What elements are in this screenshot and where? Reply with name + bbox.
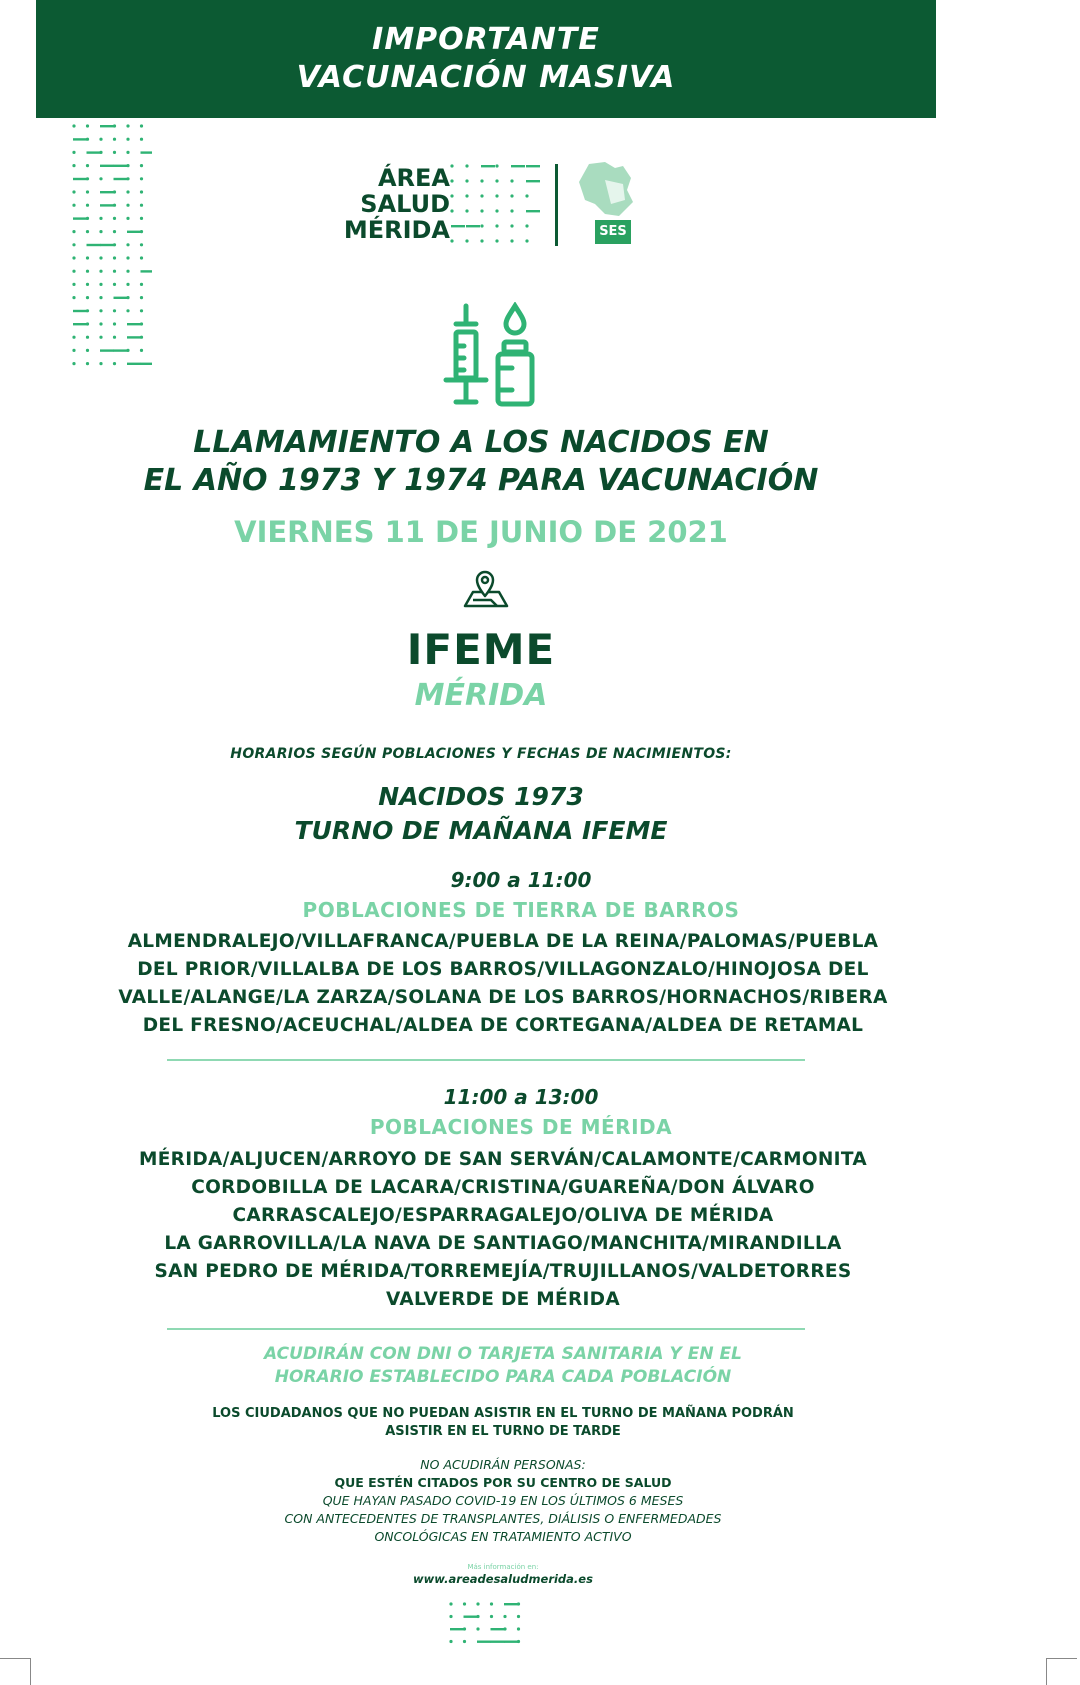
requirements-line-2: HORARIO ESTABLECIDO PARA CADA POBLACIÓN [274, 1367, 732, 1387]
exclusion-item: QUE HAYAN PASADO COVID-19 EN LOS ÚLTIMOS 6 MESES [322, 1493, 684, 1508]
page-corner-right [1046, 1658, 1077, 1685]
afternoon-note [22, 1405, 984, 1441]
town-line: LA GARROVILLA/LA NAVA DE SANTIAGO/MANCHITA/MIRANDILLA [164, 1233, 842, 1254]
syringe-vial-icon [440, 302, 536, 408]
town-line: CORDOBILLA DE LACARA/CRISTINA/GUAREÑA/DON ÁLVARO [191, 1177, 815, 1198]
town-line: CARRASCALEJO/ESPARRAGALEJO/OLIVA DE MÉRIDA [232, 1205, 774, 1226]
website-link[interactable]: www.areadesaludmerida.es [413, 1572, 593, 1586]
slot-2-title: POBLACIONES DE MÉRIDA [369, 1115, 673, 1139]
logo-dot-pattern [450, 164, 540, 246]
banner-line-2: VACUNACIÓN MASIVA [296, 60, 676, 95]
afternoon-line-2: ASISTIR EN EL TURNO DE TARDE [385, 1424, 621, 1439]
turno-line-2: TURNO DE MAÑANA IFEME [294, 816, 668, 845]
town-line: MÉRIDA/ALJUCEN/ARROYO DE SAN SERVÁN/CALAMONTE/CARMONITA [139, 1149, 867, 1170]
slot-1-title: POBLACIONES DE TIERRA DE BARROS [302, 898, 740, 922]
turno-heading [0, 780, 962, 848]
town-line: VALVERDE DE MÉRIDA [386, 1289, 620, 1310]
logo-separator [555, 164, 558, 246]
event-date: VIERNES 11 DE JUNIO DE 2021 [234, 515, 728, 549]
town-line: DEL PRIOR/VILLALBA DE LOS BARROS/VILLAGONZALO/HINOJOSA DEL [137, 959, 869, 980]
banner-line-1: IMPORTANTE [372, 22, 600, 57]
divider [167, 1328, 805, 1330]
area-salud-logo [330, 160, 670, 250]
dot-pattern-bottom [449, 1602, 529, 1652]
divider [167, 1059, 805, 1061]
logo-line-3: MÉRIDA [343, 216, 450, 244]
exclusion-item: CON ANTECEDENTES DE TRANSPLANTES, DIÁLISIS O ENFERMEDADES [284, 1511, 722, 1526]
logo-text [340, 165, 450, 243]
venue-city: MÉRIDA [414, 678, 548, 713]
exclusions [22, 1456, 984, 1546]
requirements-note [22, 1343, 984, 1389]
headline [0, 424, 962, 500]
town-line: VALLE/ALANGE/LA ZARZA/SOLANA DE LOS BARROS/HORNACHOS/RIBERA [118, 987, 888, 1008]
header-banner [36, 0, 936, 118]
town-line: ALMENDRALEJO/VILLAFRANCA/PUEBLA DE LA REINA/PALOMAS/PUEBLA [127, 931, 879, 952]
requirements-line-1: ACUDIRÁN CON DNI O TARJETA SANITARIA Y EN EL [264, 1344, 742, 1364]
headline-line-2: EL AÑO 1973 Y 1974 PARA VACUNACIÓN [143, 463, 819, 498]
afternoon-line-1: LOS CIUDADANOS QUE NO PUEDAN ASISTIR EN EL TURNO DE MAÑANA PODRÁN [212, 1406, 794, 1421]
venue-name: IFEME [406, 625, 556, 674]
town-line: DEL FRESNO/ACEUCHAL/ALDEA DE CORTEGANA/ALDEA DE RETAMAL [142, 1015, 864, 1036]
logo-line-1: ÁREA [377, 164, 450, 192]
logo-line-2: SALUD [360, 190, 450, 218]
exclusion-item: ONCOLÓGICAS EN TRATAMIENTO ACTIVO [374, 1529, 632, 1544]
slot-1-towns [22, 928, 984, 1040]
ses-badge: SES [595, 220, 631, 244]
headline-line-1: LLAMAMIENTO A LOS NACIDOS EN [193, 425, 769, 460]
more-info-label: Más información en: [467, 1563, 539, 1571]
map-pin-icon [461, 568, 511, 612]
town-line: SAN PEDRO DE MÉRIDA/TORREMEJÍA/TRUJILLANOS/VALDETORRES [154, 1261, 852, 1282]
slot-2-towns [22, 1146, 984, 1314]
turno-line-1: NACIDOS 1973 [378, 782, 584, 811]
page-corner-left [0, 1658, 31, 1685]
dot-pattern-left [72, 124, 152, 374]
schedule-intro: HORARIOS SEGÚN POBLACIONES Y FECHAS DE NACIMIENTOS: [230, 746, 732, 762]
exclusion-item: QUE ESTÉN CITADOS POR SU CENTRO DE SALUD [334, 1475, 672, 1490]
slot-1-hours: 9:00 a 11:00 [450, 868, 592, 892]
exclusions-head: NO ACUDIRÁN PERSONAS: [420, 1457, 586, 1472]
slot-2-hours: 11:00 a 13:00 [443, 1085, 599, 1109]
